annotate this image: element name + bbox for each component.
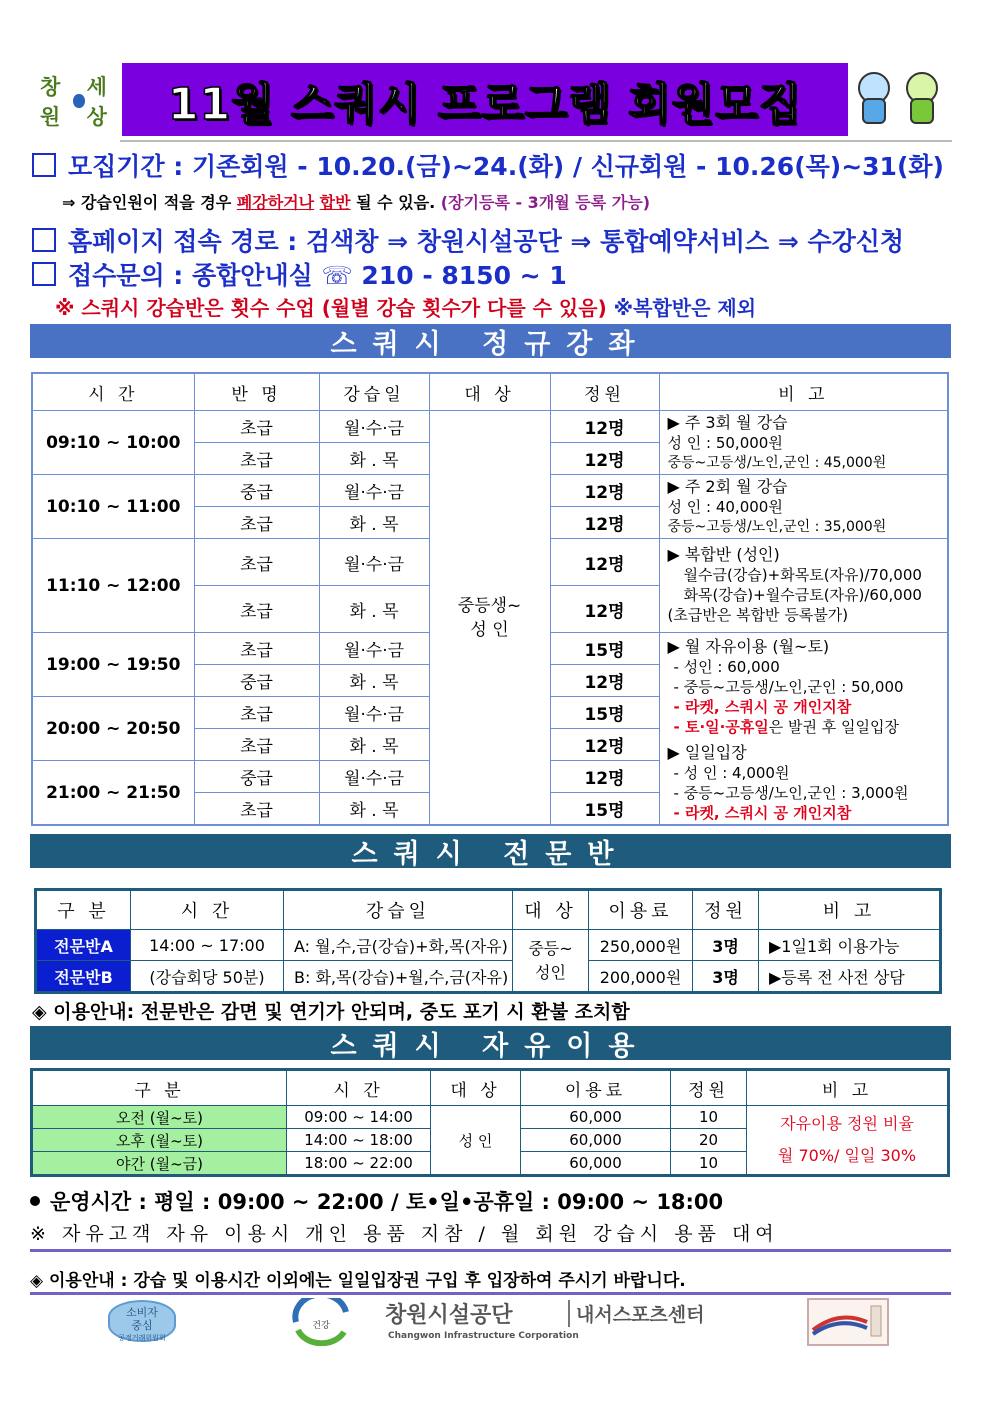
time-cell: 20:00 ~ 20:50 (32, 697, 194, 761)
col-header: 정원 (550, 373, 659, 411)
checkbox-icon (32, 228, 56, 252)
section-expert-title: 스쿼시 전문반 (30, 834, 951, 868)
cap-cell: 15명 (550, 697, 659, 729)
period-cell: 야간 (월~금) (32, 1152, 287, 1176)
time-cell: 09:10 ~ 10:00 (32, 411, 194, 475)
days-cell: 화 . 목 (319, 793, 429, 826)
divider-bar (30, 1249, 951, 1252)
center-name: 내서스포츠센터 (568, 1300, 704, 1327)
recruit-period: 모집기간 : 기존회원 - 10.20.(금)~24.(화) / 신규회원 - 10.26(목)~31(화) (32, 147, 944, 183)
col-header: 정원 (671, 1070, 747, 1106)
fee-cell: 60,000 (521, 1129, 671, 1152)
logo-text-2: 세상 (86, 75, 106, 129)
time-cell: 11:10 ~ 12:00 (32, 539, 194, 633)
days-cell: 화 . 목 (319, 443, 429, 475)
note-cell: ▶ 월 자유이용 (월~토) - 성인 : 60,000 - 중등~고등생/노인,군인 : 50,000 - 라켓, 스쿼시 공 개인지참 - 토·일·공휴일은 발권 후 일일입장 ▶ 일일입장 - 성 인 : 4,000원 - 중등~고등생/노인,군인 : 3,000원 - 라켓, 스쿼시 공 개인지참 (659, 633, 948, 826)
cap-cell: 12명 (550, 475, 659, 507)
expert-tag-b: 전문반B (36, 961, 131, 993)
level-cell: 초급 (194, 697, 319, 729)
level-cell: 초급 (194, 586, 319, 633)
cap-cell: 10 (671, 1152, 747, 1176)
section-regular-title: 스쿼시 정규강좌 (30, 324, 951, 358)
note-cell: ▶등록 전 사전 상담 (759, 961, 941, 993)
days-cell: A: 월,수,금(강습)+화,목(자유) (284, 930, 513, 961)
note-cell: ▶ 주 3회 월 강습 성 인 : 50,000원 중등~고등생/노인,군인 : 45,000원 (659, 411, 948, 475)
cap-cell: 12명 (550, 411, 659, 443)
level-cell: 초급 (194, 729, 319, 761)
level-cell: 초급 (194, 539, 319, 586)
target-cell: 중등생~ 성 인 (429, 411, 550, 826)
col-header: 구 분 (36, 890, 131, 930)
contact-info: 접수문의 : 종합안내실 ☏ 210 - 8150 ~ 1 (32, 256, 567, 292)
cap-cell: 15명 (550, 793, 659, 826)
level-cell: 초급 (194, 633, 319, 665)
days-cell: 월·수·금 (319, 761, 429, 793)
time-cell: 21:00 ~ 21:50 (32, 761, 194, 826)
days-cell: 화 . 목 (319, 665, 429, 697)
col-header: 반 명 (194, 373, 319, 411)
time-cell: (강습회당 50분) (131, 961, 284, 993)
time-cell: 14:00 ~ 17:00 (131, 930, 284, 961)
expert-class-table (34, 888, 942, 994)
regular-class-table (31, 372, 949, 826)
days-cell: 화 . 목 (319, 729, 429, 761)
expert-tag-a: 전문반A (36, 930, 131, 961)
cap-cell: 12명 (550, 586, 659, 633)
level-cell: 중급 (194, 665, 319, 697)
cap-cell: 12명 (550, 729, 659, 761)
col-header: 정원 (693, 890, 759, 930)
time-cell: 10:10 ~ 11:00 (32, 475, 194, 539)
time-cell: 14:00 ~ 18:00 (287, 1129, 431, 1152)
entry-notice: ◈ 이용안내 : 강습 및 이용시간 이외에는 일일입장권 구입 후 입장하여 주시기 바랍니다. (30, 1271, 686, 1291)
cap-cell: 12명 (550, 507, 659, 539)
mascot-blue-icon (852, 72, 892, 122)
col-header: 비 고 (759, 890, 941, 930)
time-cell: 09:00 ~ 14:00 (287, 1106, 431, 1129)
class-note: ⇒ 강습인원이 적을 경우 폐강하거나 합반 될 수 있음. (장기등록 - 3개월 등록 가능) (62, 193, 651, 212)
time-cell: 18:00 ~ 22:00 (287, 1152, 431, 1176)
days-cell: 월·수·금 (319, 475, 429, 507)
level-cell: 초급 (194, 507, 319, 539)
cap-cell: 15명 (550, 633, 659, 665)
col-header: 구 분 (32, 1070, 287, 1106)
days-cell: 화 . 목 (319, 507, 429, 539)
fee-cell: 200,000원 (589, 961, 693, 993)
table-row (36, 961, 941, 993)
cap-cell: 3명 (693, 930, 759, 961)
target-cell: 성 인 (431, 1106, 521, 1176)
col-header: 시 간 (32, 373, 194, 411)
days-cell: 월·수·금 (319, 411, 429, 443)
time-cell: 19:00 ~ 19:50 (32, 633, 194, 697)
note-cell: ▶1일1회 이용가능 (759, 930, 941, 961)
checkbox-icon (32, 262, 56, 286)
level-cell: 중급 (194, 761, 319, 793)
cap-cell: 12명 (550, 665, 659, 697)
col-header: 강습일 (284, 890, 513, 930)
col-header: 대 상 (513, 890, 589, 930)
consumer-badge-logo: 소비자 중심 공정거래위원회 (108, 1300, 176, 1342)
days-cell: 월·수·금 (319, 539, 429, 586)
col-header: 비 고 (659, 373, 948, 411)
equipment-note: ※ 자유고객 자유 이용시 개인 용품 지참 / 월 회원 강습시 용품 대여 (30, 1223, 779, 1245)
col-header: 이용료 (521, 1070, 671, 1106)
note-cell: ▶ 주 2회 월 강습 성 인 : 40,000원 중등~고등생/노인,군인 : 35,000원 (659, 475, 948, 539)
cap-cell: 12명 (550, 761, 659, 793)
logo-dot-icon (73, 94, 84, 108)
page-title: 11월 스쿼시 프로그램 회원모집 (122, 63, 848, 136)
col-header: 이용료 (589, 890, 693, 930)
fee-cell: 60,000 (521, 1152, 671, 1176)
target-cell: 중등~ 성인 (513, 930, 589, 993)
days-cell: B: 화,목(강습)+월,수,금(자유) (284, 961, 513, 993)
header-divider (120, 140, 952, 142)
period-cell: 오후 (월~토) (32, 1129, 287, 1152)
cap-cell: 10 (671, 1106, 747, 1129)
col-header: 시 간 (287, 1070, 431, 1106)
level-cell: 초급 (194, 793, 319, 826)
section-free-title: 스쿼시 자유이용 (30, 1026, 951, 1060)
svg-text:건강: 건강 (312, 1321, 330, 1331)
days-cell: 화 . 목 (319, 586, 429, 633)
col-header: 비 고 (747, 1070, 949, 1106)
table-row (32, 411, 948, 443)
mascot-icons (852, 72, 947, 124)
divider-bar (30, 1292, 951, 1295)
homepage-route: 홈페이지 접속 경로 : 검색창 ⇒ 창원시설공단 ⇒ 통합예약서비스 ⇒ 수강신청 (32, 222, 904, 258)
fee-cell: 250,000원 (589, 930, 693, 961)
cap-cell: 12명 (550, 443, 659, 475)
period-cell: 오전 (월~토) (32, 1106, 287, 1129)
checkbox-icon (32, 153, 56, 177)
operating-hours: 운영시간 : 평일 : 09:00 ~ 22:00 / 토•일•공휴일 : 09:00 ~ 18:00 (30, 1186, 723, 1216)
mascot-green-icon (900, 72, 940, 122)
days-cell: 월·수·금 (319, 633, 429, 665)
note-cell: 자유이용 정원 비율 월 70%/ 일일 30% (747, 1106, 949, 1176)
cap-cell: 12명 (550, 539, 659, 586)
col-header: 강습일 (319, 373, 429, 411)
logo-text-1: 창원 (40, 75, 60, 129)
cap-cell: 20 (671, 1129, 747, 1152)
table-row (32, 1106, 949, 1129)
level-cell: 초급 (194, 443, 319, 475)
level-cell: 초급 (194, 411, 319, 443)
table-row (36, 930, 941, 961)
certification-logo (807, 1298, 889, 1346)
col-header: 대 상 (429, 373, 550, 411)
warning-note: ※ 스쿼시 강습반은 횟수 수업 (월별 강습 횟수가 다를 수 있음) ※복합반은 제외 (55, 296, 757, 320)
fee-cell: 60,000 (521, 1106, 671, 1129)
days-cell: 월·수·금 (319, 697, 429, 729)
level-cell: 중급 (194, 475, 319, 507)
bullet-icon (30, 1196, 40, 1206)
org-name-en: Changwon Infrastructure Corporation (388, 1331, 579, 1341)
note-cell: ▶ 복합반 (성인) 월수금(강습)+화목토(자유)/70,000 화목(강습)+월수금토(자유)/60,000 (초급반은 복합반 등록불가) (659, 539, 948, 633)
col-header: 시 간 (131, 890, 284, 930)
col-header: 대 상 (431, 1070, 521, 1106)
expert-notice: ◈ 이용안내: 전문반은 감면 및 연기가 안되며, 중도 포기 시 환불 조치함 (32, 1001, 630, 1023)
city-logo (40, 75, 118, 129)
cap-cell: 3명 (693, 961, 759, 993)
free-use-table (30, 1068, 950, 1177)
health-logo-icon (290, 1298, 352, 1346)
org-name: 창원시설공단 (385, 1303, 513, 1328)
